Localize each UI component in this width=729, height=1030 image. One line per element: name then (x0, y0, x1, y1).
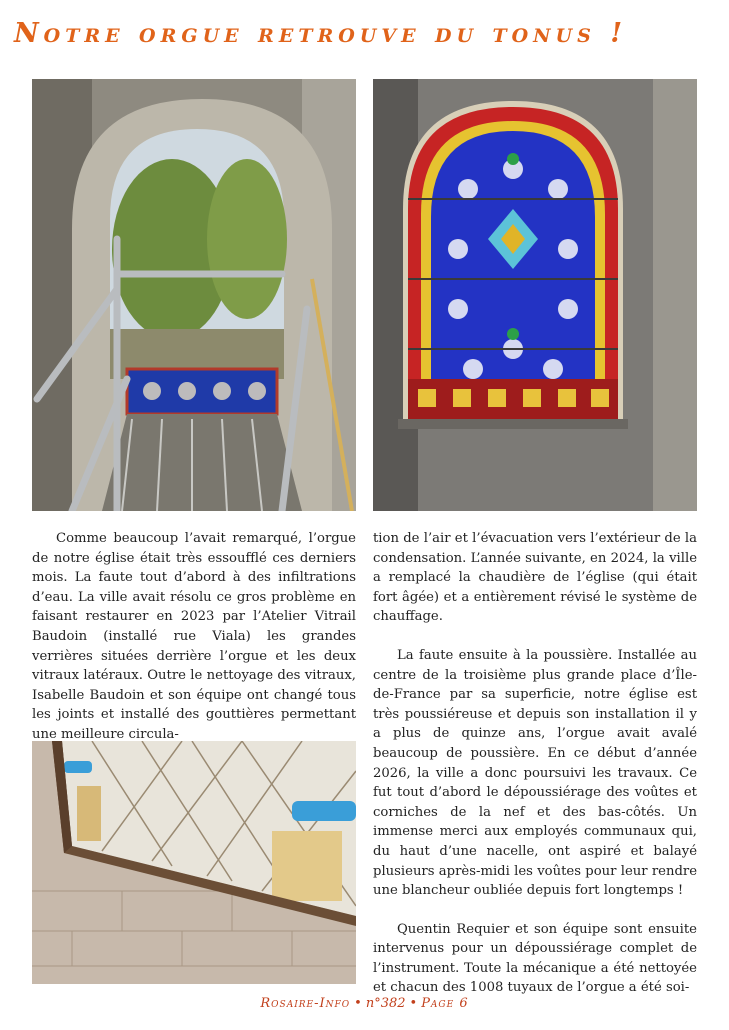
page-number: Page 6 (421, 996, 469, 1011)
article-paragraph: Comme beaucoup l’avait remarqué, l’orgue de notre église était très essoufflé ces derniers mois. La faute tout d’abord à des infiltrations d’eau. La ville avait résolu ce gros problème en faisant restaurer en 2023 par l’Atelier Vitrail Baudoin (installé rue Viala) les grandes verrières situées derrière l’orgue et les deux vitraux latéraux. Outre le nettoyage des vitraux, Isabelle Baudoin et son équipe ont changé tous les joints et installé des gouttières permettant une meilleure circula- (32, 531, 356, 742)
article-paragraph: tion de l’air et l’évacuation vers l’extérieur de la condensation. L’année suivante, en 2024, la ville a remplacé la chaudière de l’église (qui était fort âgée) et a entièrement révisé le système de chauffage. (373, 531, 697, 625)
article-paragraph: La faute ensuite à la poussière. Installée au centre de la troisième plus grande place d’Île-de-France par sa superficie, notre église est très poussiéreuse et depuis son installation il y a plus de quinze ans, l’orgue avait avalé beaucoup de poussière. En ce début d’année 2026, la ville a donc poursuivi les travaux. Ce fut tout d’abord le dépoussiérage des voûtes et corniches de la nef et des bas-côtés. Un immense merci aux employés communaux qui, du haut d’une nacelle, ont aspiré et balayé plusieurs après-midi les voûtes pour leur rendre une blancheur oubliée depuis fort longtemps ! (373, 647, 697, 899)
article-paragraph: Quentin Requier et son équipe sont ensuite intervenus pour un dépoussiérage complet de l’instrument. Toute la mécanique a été nettoyée et chacun des 1008 tuyaux de l’orgue a été soi- (373, 921, 697, 996)
issue-number: n°382 (365, 996, 406, 1011)
page-title: Notre orgue retrouve du tonus ! (14, 18, 628, 49)
article-column-1 (32, 529, 356, 745)
stained-glass-window-photo (373, 79, 697, 511)
lateral-window-photo (32, 741, 356, 984)
article-column-2 (373, 529, 697, 998)
publication-name: Rosaire-Info (260, 996, 351, 1011)
scaffolding-window-photo (32, 79, 356, 511)
page-footer: Rosaire-Info • n°382 • Page 6 (260, 996, 469, 1011)
